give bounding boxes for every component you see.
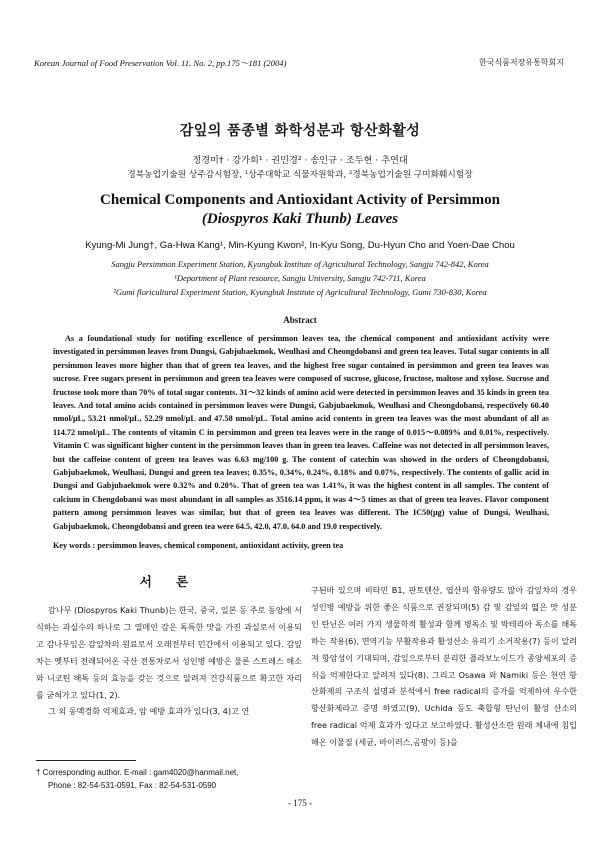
- body-column-right: [311, 582, 577, 751]
- body-paragraph: 구된바 있으며 비타민 B1, 판토텐산, 엽산의 함유량도 많아 감잎차의 경우 성인병 예방을 위한 좋은 식품으로 권장되며(5) 감 및 감잎의 떫은 맛 성분인 탄닌은 여러 가지 생물학적 활성과 함께 병독소 및 박테리아 독소를 해독하는 작용(6), 면역기능 부활작용과 활성산소 유리기 소거작용(7) 등이 알려져 항암성이 기대되며, 감잎으로부터 분리한 플라보노이드가 종양세포의 증식을 억제한다고 알려져 있다(8). 그리고 Osawa 와 Namiki 등은 천연 항산화제의 구조식 설명과 분석에서 free radical의 증가를 억제하여 우수한 항산화제라고 증명 하였고(9), Uchida 등도 축합형 탄닌이 활성 산소의 free radical 억제 효과가 있다고 보고하였다. 활성산소란 원래 체내에 침입해온 이물질 (세균, 바이러스,곰팡이 등)을: [311, 585, 577, 748]
- english-affiliations: [0, 257, 600, 299]
- english-title-line1: Chemical Components and Antioxidant Activity of Persimmon: [99, 192, 500, 208]
- society-name: 한국식품저장유통학회지: [478, 58, 564, 67]
- korean-affiliation: 경북농업기술원 상주감시험장, ¹상주대학교 식물자원학과, ²경북농업기술원 구미화훼시험장: [127, 170, 473, 180]
- footnote: [36, 766, 302, 792]
- footnote-phone: Phone : 82-54-531-0591, Fax : 82-54-531-0590: [48, 781, 217, 790]
- journal-citation: Korean Journal of Food Preservation Vol. 11. No. 2, pp.175～181 (2004): [34, 58, 287, 68]
- section-heading-introduction: 서 론: [139, 574, 199, 589]
- footnote-rule: [36, 760, 136, 761]
- korean-title: 감잎의 품종별 화학성분과 항산화활성: [179, 123, 421, 139]
- body-paragraph: 감나무 (Diospyros Kaki Thunb)는 한국, 중국, 일본 등 주로 동양에 서식하는 과실수의 하나로 그 열매인 감은 독특한 맛을 가진 과실로서 이용되고 감나무잎은 감잎차의 원료로서 오래전부터 민간에서 이용되고 있다. 감잎차는 옛부터 전래되어온 국산 전통차로서 성인병 예방은 물론 스트레스 해소와 니코틴 해독 등의 효능을 갖는 것으로 알려져 건강식품으로 확고한 자리를 굳혀가고 있다(1, 2).: [36, 605, 302, 700]
- affiliation-line: Sangju Persimmon Experiment Station, Kyungbuk Institute of Agricultural Technology, Sangju 742-842, Korea: [111, 259, 489, 269]
- affiliation-line: ¹Department of Plant resource, Sangju University, Sangju 742-711, Korea: [174, 273, 426, 283]
- affiliation-line: ²Gumi floricultural Experiment Station, Kyungbuk Institute of Agricultural Technology, Gumi 730-830, Korea: [113, 287, 487, 297]
- abstract-body: As a foundational study for notifing excellence of persimmon leaves tea, the chemical component and antioxidant activity were investigated in persimmon leaves from Dungsi, Gabjubaekmok, Weulhasi and Cheongdobansi and green tea leaves. Total sugar contents in all persimmon leaves more higher than that of green tea leaves, and the highest free sugar contained in persimmon and green tea leaves was sucrose. Free sugars present in persimmon and green tea leaves were composed of sucrose, glucose, fructose, maltose and xylose. Sucrose and fructose took more than 70% of total sugar contents. 31～32 kinds of amino acid were detected in persimmon leaves and 35 kinds in green tea leaves. And total amino acids contained in persimmon leaves were Dungsi, Gabjubaekmok, Weulhasi and Cheongdobansi, respectively 60.40 nmol/μL, 53.21 nmol/μL, 52.29 nmol/μL and 47.58 nmol/μL. Total amino acid contents in green tea leaves was the most abundant of all as 114.72 nmol/μL. The contents of vitamin C in persimmon and green tea leaves were in the range of 0.015～0.089% and 0.01%, respectively. Vitamin C was significant higher content in the persimmon leaves than in green tea leaves. Caffeine was not detected in all persimmon leaves, but the caffeine content of green tea leaves was 6.63 mg/100 g. The content of catechin was showed in the orders of Cheongdobansi, Gabjubaekmok, Weulhasi, Dungsi and green tea leaves; 0.35%, 0.34%, 0.24%, 0.18% and 0.07%, respectively. The contents of gallic acid in Dungsi and Gabjubaekmok were 0.32% and 0.20%. That of green tea was 1.41%, it was the highest content in all samples. The content of calcium in Chengdobansi was most abundant in all samples as 3516.14 ppm, it was 4～5 times as that of green tea leaves. Flavor component pattern among persimmon leaves was similar, but that of green tea leaves was different. The IC50(μg) value of Dungsi, Weulhasi, Gabjubaekmok, Cheongdobansi and green tea were 64.5, 42.0, 47.0, 64.0 and 19.0 respectively.: [53, 334, 549, 531]
- abstract-heading: Abstract: [283, 315, 317, 325]
- footnote-email: † Corresponding author. E-mail : gam4020@hanmail.net,: [36, 768, 239, 777]
- page-number: - 175 -: [288, 798, 312, 808]
- body-column-left: [36, 574, 302, 720]
- korean-authors: 정경미† · 강가희¹ · 권민경² · 송인규 · 조두현 · 추연대: [192, 155, 408, 166]
- keywords: Key words : persimmon leaves, chemical component, antioxidant activity, green tea: [53, 541, 344, 550]
- body-paragraph: 그 외 동맥경화 억제효과, 암 예방 효과가 있다(3, 4)고 연: [48, 706, 250, 717]
- english-authors: Kyung-Mi Jung†, Ga-Hwa Kang¹, Min-Kyung Kwon², In-Kyu Song, Du-Hyun Cho and Yoen-Dae Chou: [85, 240, 515, 251]
- english-title: [0, 191, 600, 229]
- english-title-line2: (Diospyros Kaki Thunb) Leaves: [201, 211, 399, 227]
- running-head: [34, 57, 564, 71]
